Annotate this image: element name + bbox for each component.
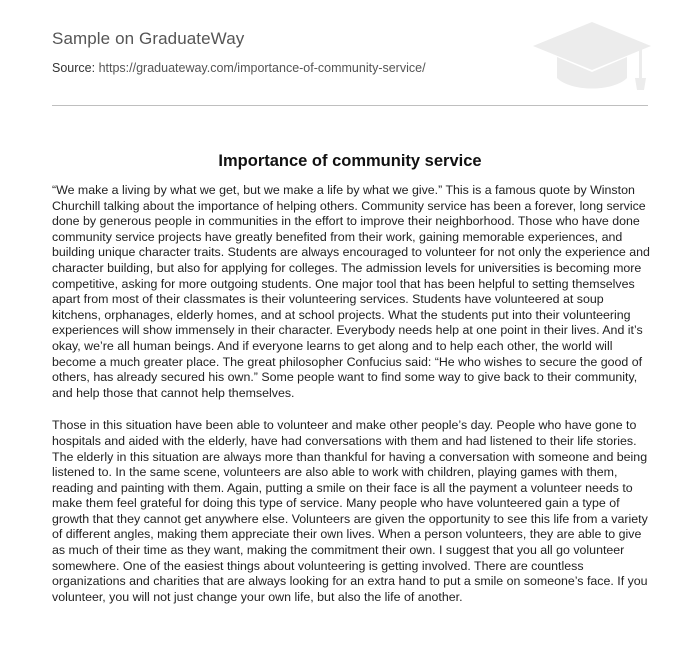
site-title: Sample on GraduateWay [52,29,245,48]
graduation-cap-icon [531,20,653,92]
source-label: Source: [52,61,96,75]
paragraph-2: Those in this situation have been able to volunteer and make other people’s day. People who have gone to hospitals and aided with the elderly, have had conversations with them and had listened to their life stories. The elderly in this situation are always more than thankful for having a conversation with someone and being listened to. In the same scene, volunteers are also able to work with children, playing games with them, reading and painting with them. Again, putting a smile on their face is all the payment a volunteer needs to make them feel grateful for doing this type of service. Many people who have volunteered gain a type of growth that they cannot get anywhere else. Volunteers are given the opportunity to see this life from a variety of different angles, making them appreciate their own lives. When a person volunteers, they are able to give as much of their time as they want, making the commitment their own. I suggest that you all go volunteer somewhere. One of the easiest things about volunteering is getting involved. There are countless organizations and charities that are always looking for an extra hand to put a smile on someone’s face. If you volunteer, you will not just change your own life, but also the life of another. [52,418,648,604]
document-title: Importance of community service [218,152,482,171]
paragraph-1: “We make a living by what we get, but we make a life by what we give.” This is a famous quote by Winston Churchill talking about the importance of helping others. Community service has been a forever, long service done by generous people in communities in the effort to improve their neighborhood. Those who have done community service projects have greatly benefited from their work, gaining memorable experiences, and building unique character traits. Students are always encouraged to volunteer for not only the experience and character building, but also for applying for colleges. The admission levels for universities is becoming more competitive, asking for more outgoing students. One major tool that has been helpful to setting themselves apart from most of their classmates is their volunteering services. Students have volunteered at soup kitchens, orphanages, elderly homes, and at school projects. What the students put into their volunteering experiences will show immensely in their character. Everybody needs help at one point in their lives. And it’s okay, we’re all human beings. And if everyone learns to get along and to help each other, the world will become a much greater place. The great philosopher Confucius said: “He who wishes to secure the good of others, has already secured his own.” Some people want to find some way to give back to their community, and help those that cannot help themselves. [52,183,650,400]
source-line [52,61,426,75]
article-body [52,183,652,622]
page-header [0,0,700,106]
source-link[interactable]: https://graduateway.com/importance-of-community-service/ [98,61,426,75]
header-divider [52,105,648,106]
